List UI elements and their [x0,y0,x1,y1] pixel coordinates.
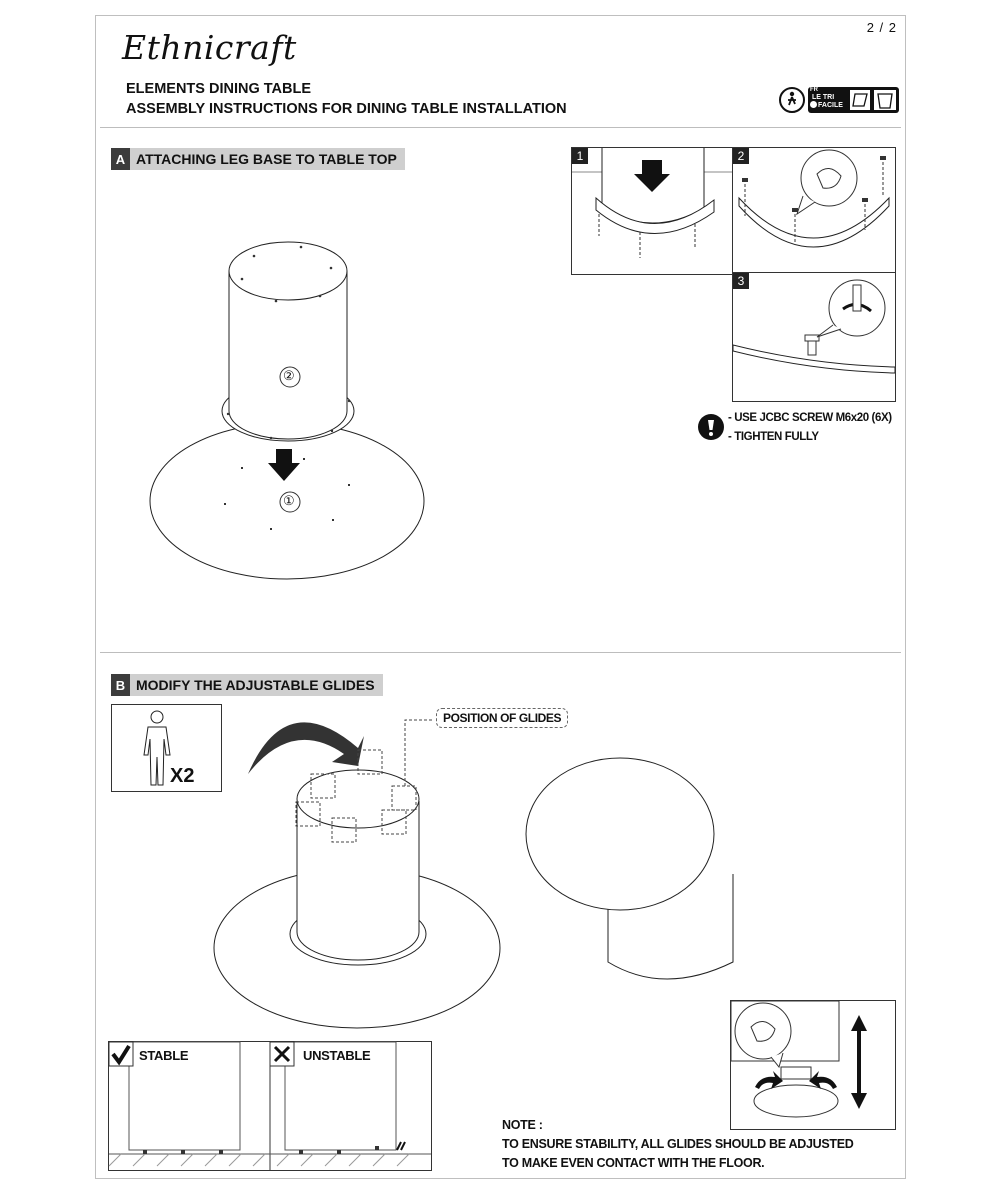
people-count: X2 [170,765,195,787]
section-a-letter: A [111,148,130,170]
section-divider [100,652,901,653]
section-a-title: ATTACHING LEG BASE TO TABLE TOP [136,151,397,167]
part-label-2: ② [283,368,295,383]
warning-list [728,409,892,447]
step-3-drawing [733,273,895,401]
adjust-glide-panel [730,1000,896,1130]
step-3-panel [732,272,896,402]
step-1-panel [571,147,735,275]
unstable-label: UNSTABLE [303,1048,371,1063]
badge-country: FR [810,87,818,93]
step-1-drawing [572,148,734,274]
note-title: NOTE : [502,1118,543,1132]
step-3-number: 3 [733,273,749,289]
note-line-1: TO ENSURE STABILITY, ALL GLIDES SHOULD BE ADJUSTED [502,1137,854,1151]
curved-arrow-icon [248,722,364,774]
stability-comparison [108,1041,432,1171]
glides-illustration [96,706,907,1036]
badge-line1: LE TRI [812,94,835,101]
section-b-letter: B [111,674,130,696]
brand-logo: Ethnicraft [122,28,297,67]
instruction-sheet [95,15,906,1179]
section-b-title: MODIFY THE ADJUSTABLE GLIDES [136,677,375,693]
glides-position-label: POSITION OF GLIDES [436,708,568,728]
page-number: 2 / 2 [866,20,897,35]
step-2-panel [732,147,896,275]
stability-note [502,1116,853,1173]
stable-label: STABLE [139,1048,189,1063]
note-line-2: TO MAKE EVEN CONTACT WITH THE FLOOR. [502,1156,765,1170]
warning-icon [697,413,725,441]
badge-line2: FACILE [818,102,843,109]
step-2-number: 2 [733,148,749,164]
adjust-glide-drawing [731,1001,895,1129]
warning-item-tighten: - TIGHTEN FULLY [728,431,819,443]
product-name: ELEMENTS DINING TABLE [126,81,312,97]
double-arrow-icon [851,1015,867,1109]
document-subtitle: ASSEMBLY INSTRUCTIONS FOR DINING TABLE INSTALLATION [126,101,567,117]
step-1-number: 1 [572,148,588,164]
step-2-drawing [733,148,895,274]
section-b-header [111,674,383,696]
part-label-1: ① [283,493,295,508]
warning-item-screw: - USE JCBC SCREW M6x20 (6X) [728,412,892,424]
